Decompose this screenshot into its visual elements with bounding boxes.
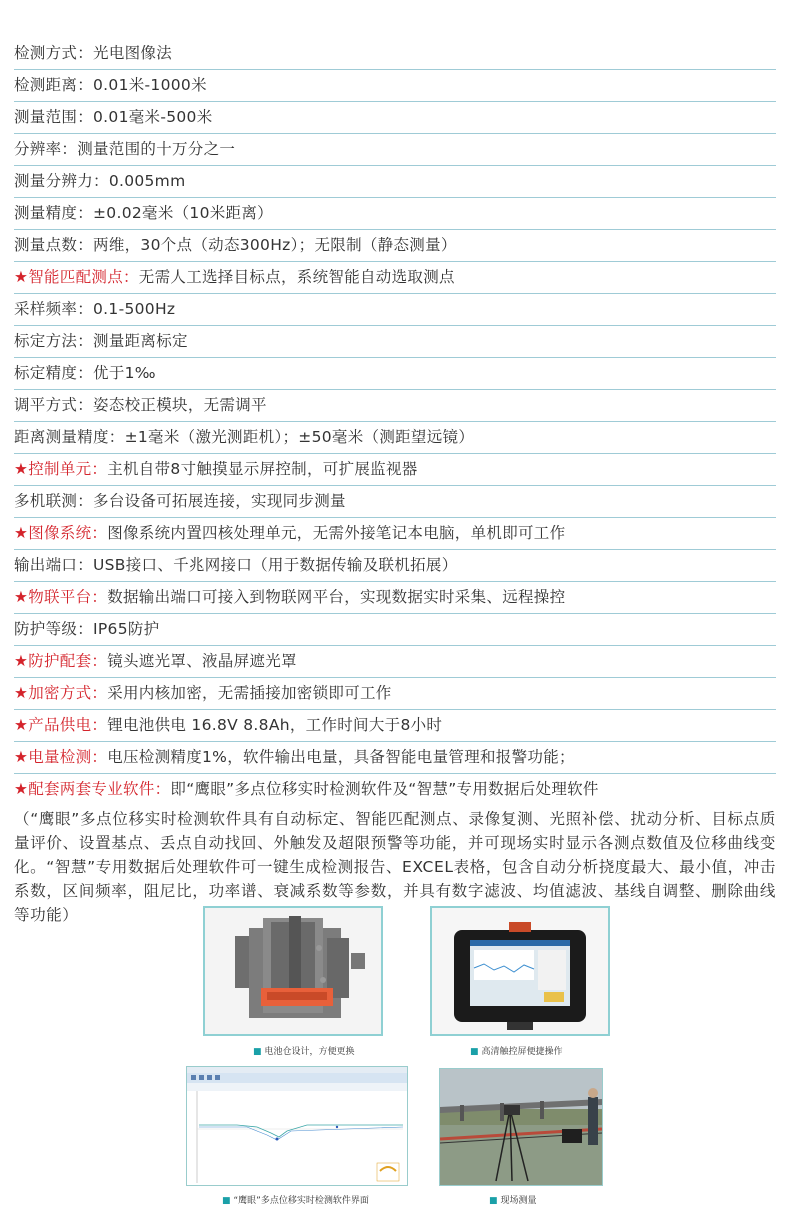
- software-screenshot-photo: [186, 1066, 408, 1186]
- spec-row: [14, 38, 776, 70]
- spec-row: [14, 198, 776, 230]
- spec-row: [14, 646, 776, 678]
- spec-value: 采用内核加密，无需插接加密锁即可工作: [107, 684, 392, 702]
- spec-label: 采样频率：: [14, 300, 94, 318]
- spec-value: 镜头遮光罩、液晶屏遮光罩: [107, 652, 297, 670]
- spec-value: 测量范围的十万分之一: [77, 140, 236, 158]
- spec-label: 检测距离：: [14, 76, 94, 94]
- spec-label: 防护等级：: [14, 620, 94, 638]
- spec-value: 无需人工选择目标点，系统智能自动选取测点: [138, 268, 455, 286]
- spec-label: 测量点数：: [14, 236, 94, 254]
- spec-row: [14, 582, 776, 614]
- spec-list: [14, 38, 776, 927]
- spec-label: 输出端口：: [14, 556, 94, 574]
- software-caption: ■ “鹰眼”多点位移实时检测软件界面: [222, 1196, 369, 1206]
- spec-value: 图像系统内置四核处理单元，无需外接笔记本电脑，单机即可工作: [107, 524, 566, 542]
- spec-value: ±1毫米（激光测距机）；±50毫米（测距望远镜）: [124, 428, 475, 446]
- software-paragraph: （“鹰眼”多点位移实时检测软件具有自动标定、智能匹配测点、录像复测、光照补偿、扰动分析、目标点质量评价、设置基点、丢点自动找回、外触发及超限预警等功能，并可现场实时显示各测点数值及位移曲线变化。“智慧”专用数据后处理软件可一键生成检测报告、EXCEL表格，包含自动分析挠度最大、最小值，冲击系数，区间频率，阻尼比，功率谱、衰减系数等参数，并具有数字滤波、均值滤波、基线自调整、删除曲线等功能）: [14, 810, 776, 924]
- battery-caption: ■ 电池仓设计，方便更换: [253, 1047, 355, 1057]
- spec-label: 分辨率：: [14, 140, 78, 158]
- spec-value: 姿态校正模块，无需调平: [93, 396, 267, 414]
- spec-value: 0.01毫米-500米: [93, 108, 213, 126]
- spec-row: [14, 614, 776, 646]
- spec-row: [14, 230, 776, 262]
- spec-value: 多台设备可拓展连接，实现同步测量: [93, 492, 346, 510]
- spec-value: USB接口、千兆网接口（用于数据传输及联机拓展）: [93, 556, 458, 574]
- spec-row: [14, 294, 776, 326]
- spec-row: [14, 166, 776, 198]
- spec-row: [14, 262, 776, 294]
- spec-row: [14, 134, 776, 166]
- spec-value: 主机自带8寸触摸显示屏控制，可扩展监视器: [107, 460, 418, 478]
- spec-row: [14, 550, 776, 582]
- spec-row: [14, 326, 776, 358]
- field-caption: ■ 现场测量: [489, 1196, 537, 1206]
- spec-label: 距离测量精度：: [14, 428, 125, 446]
- spec-row: [14, 102, 776, 134]
- spec-row: [14, 454, 776, 486]
- spec-value: 数据输出端口可接入到物联网平台，实现数据实时采集、远程操控: [107, 588, 566, 606]
- spec-label: ★防护配套：: [14, 652, 108, 670]
- spec-row: [14, 422, 776, 454]
- spec-row: [14, 710, 776, 742]
- spec-label: 检测方式：: [14, 44, 94, 62]
- spec-label: 标定精度：: [14, 364, 94, 382]
- touch-screen-photo: [430, 906, 610, 1036]
- spec-row: [14, 678, 776, 710]
- spec-value: 锂电池供电 16.8V 8.8Ah，工作时间大于8小时: [107, 716, 443, 734]
- spec-label: 测量分辨力：: [14, 172, 109, 190]
- spec-label: ★智能匹配测点：: [14, 268, 139, 286]
- spec-label: ★加密方式：: [14, 684, 108, 702]
- spec-row: [14, 358, 776, 390]
- spec-row: [14, 742, 776, 774]
- spec-label: 多机联测：: [14, 492, 94, 510]
- spec-row: [14, 486, 776, 518]
- spec-value: 测量距离标定: [93, 332, 188, 350]
- spec-label: 测量精度：: [14, 204, 94, 222]
- spec-value: 0.1-500Hz: [93, 300, 176, 318]
- spec-value: 0.005mm: [108, 172, 186, 190]
- spec-row: [14, 390, 776, 422]
- spec-label: ★物联平台：: [14, 588, 108, 606]
- software-row: [14, 774, 776, 805]
- spec-label: ★图像系统：: [14, 524, 108, 542]
- battery-compartment-photo: [203, 906, 383, 1036]
- spec-value: 优于1‰: [93, 364, 156, 382]
- software-label: ★配套两套专业软件：: [14, 780, 171, 798]
- spec-value: IP65防护: [93, 620, 160, 638]
- spec-value: 光电图像法: [93, 44, 173, 62]
- software-value: 即“鹰眼”多点位移实时检测软件及“智慧”专用数据后处理软件: [170, 780, 599, 798]
- spec-value: 0.01米-1000米: [93, 76, 207, 94]
- spec-value: ±0.02毫米（10米距离）: [93, 204, 273, 222]
- spec-value: 两维，30个点（动态300Hz）；无限制（静态测量）: [93, 236, 457, 254]
- spec-label: 标定方法：: [14, 332, 94, 350]
- spec-label: 调平方式：: [14, 396, 94, 414]
- field-measurement-photo: [439, 1068, 603, 1186]
- spec-label: ★产品供电：: [14, 716, 108, 734]
- spec-label: ★控制单元：: [14, 460, 108, 478]
- caption-bullet-icon: ■: [253, 1047, 262, 1057]
- caption-bullet-icon: ■: [470, 1047, 479, 1057]
- spec-label: 测量范围：: [14, 108, 94, 126]
- spec-row: [14, 70, 776, 102]
- spec-value: 电压检测精度1%，软件输出电量，具备智能电量管理和报警功能；: [107, 748, 575, 766]
- screen-caption: ■ 高清触控屏便捷操作: [470, 1047, 563, 1057]
- caption-bullet-icon: ■: [489, 1196, 498, 1206]
- caption-bullet-icon: ■: [222, 1196, 231, 1206]
- spec-label: ★电量检测：: [14, 748, 108, 766]
- spec-row: [14, 518, 776, 550]
